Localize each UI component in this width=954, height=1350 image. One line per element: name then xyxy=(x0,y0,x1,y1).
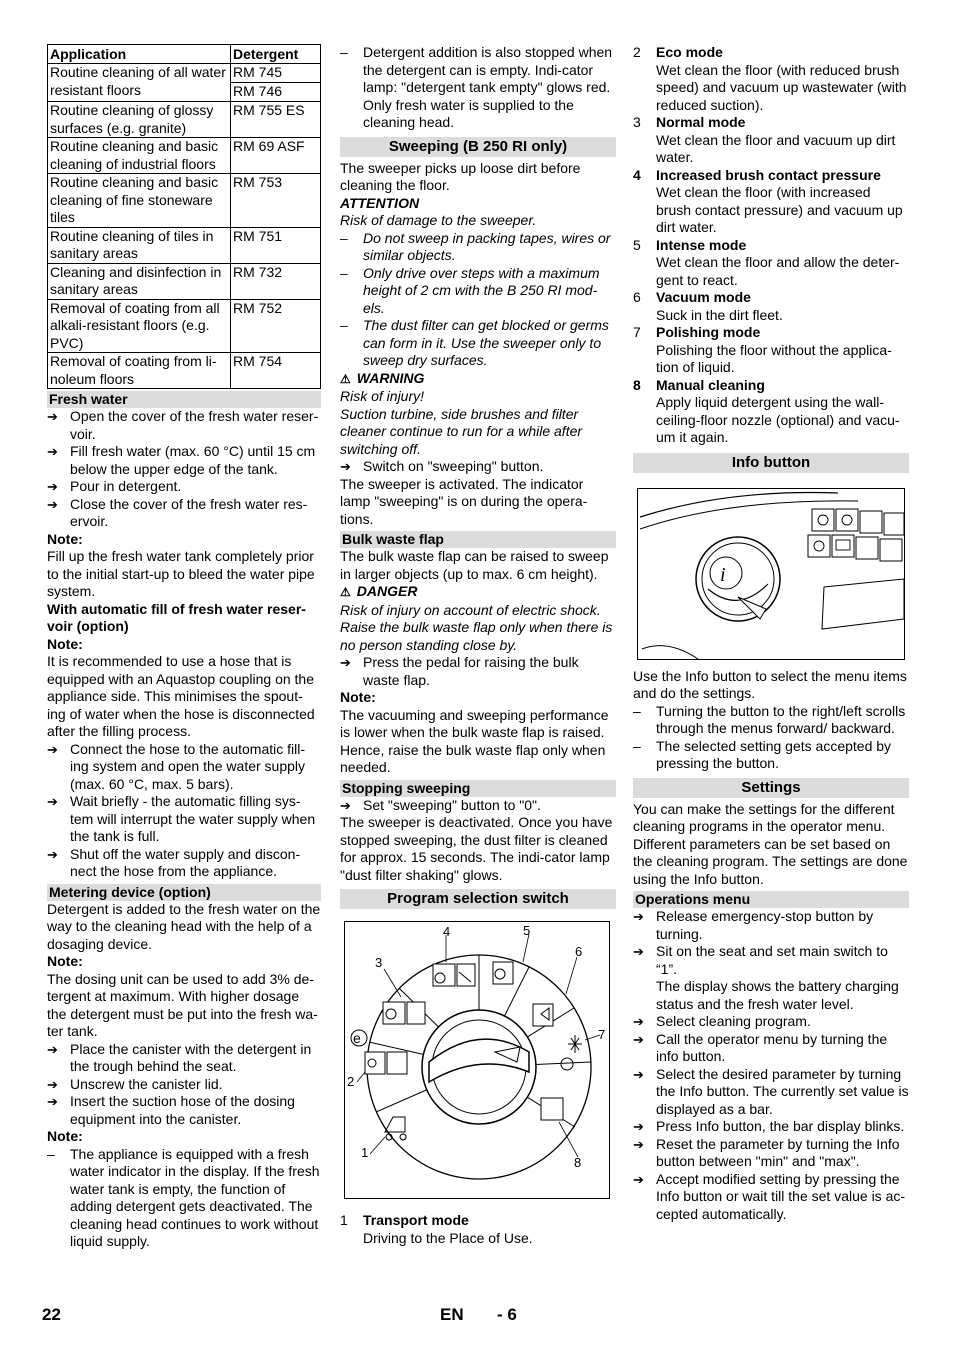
info-intro: Use the Info button to select the menu items and do the settings. xyxy=(633,667,907,701)
mode-item: 3 Normal mode Wet clean the floor and vacuum up dirt water. xyxy=(633,114,896,165)
arrow-icon: ➔ xyxy=(47,846,58,862)
section-heading-fresh-water: Fresh water xyxy=(47,391,321,408)
detergent-table xyxy=(47,44,321,389)
section-heading-operations: Operations menu xyxy=(633,891,909,908)
list-item: ➔ Insert the suction hose of the dosing equipment into the canister. xyxy=(47,1093,295,1127)
stopping-result: The sweeper is deactivated. Once you have stopped sweeping, the dust filter is cleaned for approx. 15 seconds. The indi-cator lamp "dust filter shaking" glows. xyxy=(340,814,613,883)
sweeping-result: The sweeper is activated. The indicator lamp "sweeping" is on during the opera-tions. xyxy=(340,475,588,527)
info-button-figure xyxy=(637,488,905,660)
note-text: The dosing unit can be used to add 3% de-tergent at maximum. With higher dosage the detergent must be put into the fresh wa-ter tank. xyxy=(47,970,318,1039)
list-item: ➔ Select cleaning program. xyxy=(633,1013,811,1029)
mode-item: 2 Eco mode Wet clean the floor (with reduced brush speed) and vacuum up wastewater (with reduced suction). xyxy=(633,44,907,113)
list-item: ➔ Place the canister with the detergent in the trough behind the seat. xyxy=(47,1040,312,1074)
section-heading-bulk-flap: Bulk waste flap xyxy=(340,531,616,548)
mode-item: 6 Vacuum mode Suck in the dirt fleet. xyxy=(633,289,783,323)
list-item: – The appliance is equipped with a fresh water indicator in the display. If the fresh water tank is empty, the function of adding detergent gets deactivated. The cleaning head continues to work without liquid supply. xyxy=(47,1145,320,1249)
warning-label: WARNING xyxy=(356,369,425,386)
info-icon: i xyxy=(720,563,726,586)
program-switch-figure xyxy=(344,921,610,1199)
list-item: ➔ Release emergency-stop button by turning. xyxy=(633,908,874,942)
mode-item: 7 Polishing mode Polishing the floor without the applica-tion of liquid. xyxy=(633,324,892,375)
arrow-icon: ➔ xyxy=(47,1076,58,1092)
note-text: It is recommended to use a hose that is equipped with an Aquastop coupling on the appliance side. This minimises the spout-ing of water when the hose is disconnected after the filling process. xyxy=(47,653,315,739)
danger-text: Risk of injury on account of electric shock. Raise the bulk waste flap only when there is no person standing close by. xyxy=(340,601,613,653)
danger-triangle-icon: ⚠ xyxy=(340,585,351,599)
table-row: Routine cleaning and basic cleaning of fine stoneware tiles RM 753 xyxy=(48,174,321,228)
list-item: ➔ Call the operator menu by turning the info button. xyxy=(633,1030,888,1064)
list-item: ➔ Unscrew the canister lid. xyxy=(47,1075,223,1092)
arrow-icon: ➔ xyxy=(633,1119,644,1134)
list-item: ➔ Open the cover of the fresh water reser-voir. xyxy=(47,408,319,442)
table-header-detergent: Detergent xyxy=(231,45,321,64)
table-header-application: Application xyxy=(48,45,231,64)
section-heading-settings: Settings xyxy=(633,778,909,798)
list-item: ➔ Pour in detergent. xyxy=(47,478,182,494)
note-label: Note: xyxy=(47,953,83,969)
note-label: Note: xyxy=(47,1128,83,1144)
list-item: ➔ Reset the parameter by turning the Info button between "min" and "max". xyxy=(633,1135,900,1169)
attention-label: ATTENTION xyxy=(340,194,420,211)
figure-number-1: 1 xyxy=(361,1145,369,1160)
list-item: ➔ Shut off the water supply and discon-nect the hose from the appliance. xyxy=(47,845,301,879)
list-item: ➔ Select the desired parameter by turning the Info button. The currently set value is displayed as a bar. xyxy=(633,1065,909,1117)
list-item: ➔ Press the pedal for raising the bulk waste flap. xyxy=(340,654,579,688)
column-1 xyxy=(47,44,321,1251)
figure-number-5: 5 xyxy=(523,923,531,938)
arrow-icon: ➔ xyxy=(340,655,351,670)
column-3 xyxy=(633,44,909,1223)
table-row: Removal of coating from li-noleum floors RM 754 xyxy=(48,353,321,389)
list-item: ➔ Fill fresh water (max. 60 °C) until 15 cm below the upper edge of the tank. xyxy=(47,443,316,477)
figure-number-2: 2 xyxy=(347,1074,355,1089)
info-button-diagram xyxy=(638,489,904,659)
arrow-icon: ➔ xyxy=(633,1014,644,1029)
settings-intro: You can make the settings for the different cleaning programs in the operator menu. Different parameters can be set based on the cleaning program. The settings are done using the Info button. xyxy=(633,800,908,887)
arrow-icon: ➔ xyxy=(47,496,58,512)
note-label: Note: xyxy=(47,635,83,652)
figure-letter-e: e xyxy=(353,1030,361,1046)
intense-mode-icon xyxy=(493,962,513,984)
polish-mode-icon xyxy=(561,1058,573,1070)
arrow-icon: ➔ xyxy=(47,1041,58,1057)
warning-triangle-icon: ⚠ xyxy=(340,371,351,386)
figure-number-6: 6 xyxy=(575,944,583,959)
arrow-icon: ➔ xyxy=(633,1066,644,1082)
warning-line: Risk of injury! xyxy=(340,388,425,404)
note-label: Note: xyxy=(340,689,376,705)
section-heading-program-switch: Program selection switch xyxy=(340,889,616,909)
list-item: – Detergent addition is also stopped when the detergent can is empty. Indi-cator lamp: "detergent tank empty" glows red. Only fresh water is supplied to the cleaning head. xyxy=(340,44,613,130)
figure-number-3: 3 xyxy=(375,955,383,970)
footer-section: - 6 xyxy=(497,1305,517,1324)
note-text: The vacuuming and sweeping performance is lower when the bulk waste flap is raised. Hence, raise the bulk waste flap only when needed. xyxy=(340,706,609,775)
list-item: – The selected setting gets accepted by pressing the button. xyxy=(633,737,892,771)
column-2 xyxy=(340,44,616,1247)
arrow-icon: ➔ xyxy=(47,479,58,494)
list-item: ➔ Switch on "sweeping" button. xyxy=(340,458,544,474)
metering-intro: Detergent is added to the fresh water on the way to the cleaning head with the help of a dosaging device. xyxy=(47,900,321,952)
note-text: Fill up the fresh water tank completely prior to the initial start-up to bleed the water pipe system. xyxy=(47,548,315,599)
footer-language: EN xyxy=(440,1305,464,1324)
mode-item: 4 Increased brush contact pressure Wet clean the floor (with increased brush contact pressure) and vacuum up dirt water. xyxy=(633,166,903,235)
list-item: ➔ Connect the hose to the automatic fill-ing system and open the water supply (max. 60 °C, max. 5 bars). xyxy=(47,740,306,792)
figure-number-7: 7 xyxy=(598,1027,606,1042)
section-heading-info-button: Info button xyxy=(633,453,909,473)
warning-text: Suction turbine, side brushes and filter cleaner continue to run for a while after switching off. xyxy=(340,405,583,457)
arrow-icon: ➔ xyxy=(633,909,644,924)
transport-mode-icon xyxy=(385,1117,406,1140)
list-item: – Turning the button to the right/left scrolls through the menus forward/ backward. xyxy=(633,702,906,736)
arrow-icon: ➔ xyxy=(340,459,351,474)
table-row: Routine cleaning and basic cleaning of industrial floors RM 69 ASF xyxy=(48,138,321,174)
list-item: ➔ Set "sweeping" button to "0". xyxy=(340,796,541,813)
arrow-icon: ➔ xyxy=(633,1031,644,1047)
danger-label: DANGER xyxy=(356,583,418,599)
arrow-icon: ➔ xyxy=(47,1094,58,1109)
table-row: RM 746 xyxy=(48,83,321,102)
bulk-flap-intro: The bulk waste flap can be raised to sweep in larger objects (up to max. 6 cm height). xyxy=(340,548,609,582)
figure-number-4: 4 xyxy=(443,924,451,939)
list-item: ➔ Sit on the seat and set main switch to “1”. The display shows the battery charging status and the fresh water level. xyxy=(633,943,899,1012)
arrow-icon: ➔ xyxy=(47,444,58,459)
note-label: Note: xyxy=(47,530,83,547)
section-heading-metering: Metering device (option) xyxy=(47,884,321,901)
table-row: Routine cleaning of tiles in sanitary areas RM 751 xyxy=(48,227,321,263)
attention-text: Risk of damage to the sweeper. xyxy=(340,212,537,228)
manual-cleaning-icon xyxy=(541,1098,563,1120)
arrow-icon: ➔ xyxy=(47,794,58,809)
arrow-icon: ➔ xyxy=(633,944,644,959)
arrow-icon: ➔ xyxy=(340,797,351,813)
table-row: Routine cleaning of glossy surfaces (e.g. granite) RM 755 ES xyxy=(48,102,321,138)
sweeping-intro: The sweeper picks up loose dirt before cleaning the floor. xyxy=(340,159,581,193)
page-number: 22 xyxy=(42,1305,61,1324)
arrow-icon: ➔ xyxy=(633,1171,644,1187)
list-item: ➔ Press Info button, the bar display blinks. xyxy=(633,1118,905,1134)
list-item: – Only drive over steps with a maximum height of 2 cm with the B 250 RI mod-els. xyxy=(340,264,600,316)
program-switch-diagram xyxy=(345,922,609,1198)
subheading-auto-fill: With automatic fill of fresh water reser-voir (option) xyxy=(47,600,306,634)
mode-item: 1 Transport mode Driving to the Place of Use. xyxy=(340,1212,533,1246)
list-item: ➔ Close the cover of the fresh water res-ervoir. xyxy=(47,495,308,529)
mode-item: 8 Manual cleaning Apply liquid detergent using the wall-ceiling-floor nozzle (optional) and vacu-um it again. xyxy=(633,376,900,445)
table-row: Routine cleaning of all water resistant floors RM 745 xyxy=(48,64,321,83)
figure-number-8: 8 xyxy=(574,1155,582,1170)
list-item: – Do not sweep in packing tapes, wires or similar objects. xyxy=(340,229,611,263)
arrow-icon: ➔ xyxy=(633,1136,644,1152)
mode-item: 5 Intense mode Wet clean the floor and allow the deter-gent to react. xyxy=(633,236,900,288)
section-heading-stopping: Stopping sweeping xyxy=(340,780,616,797)
table-row: Removal of coating from all alkali-resistant floors (e.g. PVC) RM 752 xyxy=(48,299,321,353)
list-item: ➔ Wait briefly - the automatic filling sys-tem will interrupt the water supply when the tank is full. xyxy=(47,793,316,844)
table-row: Cleaning and disinfection in sanitary areas RM 732 xyxy=(48,263,321,299)
section-heading-sweeping: Sweeping (B 250 RI only) xyxy=(340,137,616,157)
arrow-icon: ➔ xyxy=(47,409,58,424)
list-item: ➔ Accept modified setting by pressing the Info button or wait till the set value is ac-cepted automatically. xyxy=(633,1170,906,1222)
arrow-icon: ➔ xyxy=(47,741,58,757)
list-item: – The dust filter can get blocked or germs can form in it. Use the sweeper only to sweep dry surfaces. xyxy=(340,317,609,368)
